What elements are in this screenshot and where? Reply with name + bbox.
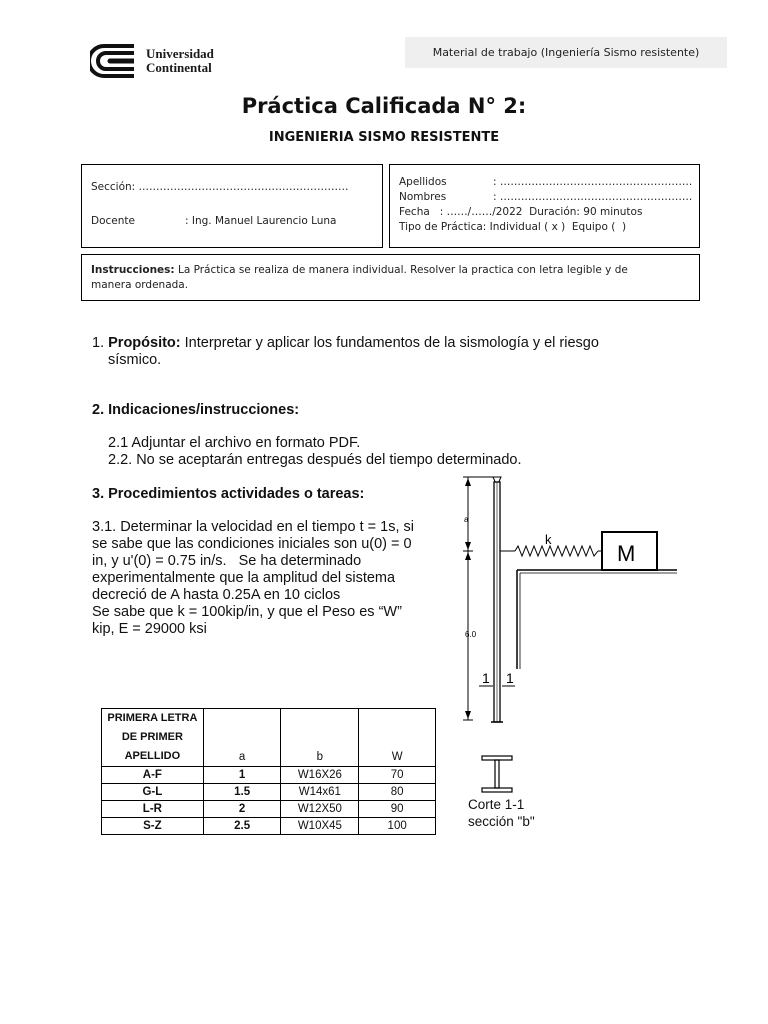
- table-cell: S-Z: [102, 818, 204, 835]
- problem-line-6: Se sabe que k = 100kip/in, y que el Peso es “W”: [92, 604, 402, 620]
- instructions-label: Instrucciones:: [91, 264, 175, 276]
- table-cell: 70: [359, 767, 436, 784]
- table-row: [102, 801, 436, 818]
- problem-line-2: se sabe que las condiciones iniciales son u(0) = 0: [92, 536, 412, 552]
- assignment-table: [101, 708, 436, 835]
- table-cell: W10X45: [281, 818, 359, 835]
- header-first-letter-line1: PRIMERA LETRA: [107, 712, 198, 724]
- table-cell: 1: [203, 767, 281, 784]
- section-mark-left: 1: [482, 670, 490, 686]
- table-cell: 90: [359, 801, 436, 818]
- table-cell: 2.5: [203, 818, 281, 835]
- table-cell: 80: [359, 784, 436, 801]
- header-first-letter-line3: APELLIDO: [124, 750, 181, 762]
- university-name-line1: Universidad: [146, 46, 214, 61]
- university-logo-icon: [90, 43, 140, 79]
- corte-line-2: sección "b": [468, 814, 535, 829]
- header-col-w: [359, 709, 436, 767]
- section-mark-right: 1: [506, 670, 514, 686]
- table-cell: W12X50: [281, 801, 359, 818]
- table-row: [102, 818, 436, 835]
- table-row: [102, 767, 436, 784]
- instructions-line1: La Práctica se realiza de manera individual. Resolver la practica con letra legible y de: [174, 264, 628, 276]
- info-left-box: [81, 164, 383, 248]
- dimension-total-label: 6.0: [465, 630, 477, 639]
- table-header-row: [102, 709, 436, 767]
- spring-label: k: [545, 532, 552, 547]
- header-first-letter: [102, 709, 204, 767]
- fecha-line: Fecha : ……/……/2022 Duración: 90 minutos: [399, 206, 643, 218]
- table-cell: L-R: [102, 801, 204, 818]
- seccion-field: Sección: ……………………………………………………: [91, 181, 349, 193]
- structure-figure: [455, 474, 685, 734]
- header-col-b: [281, 709, 359, 767]
- header-first-letter-line2: DE PRIMER: [121, 731, 183, 743]
- page-title: Práctica Calificada N° 2:: [241, 94, 527, 118]
- purpose-section: [92, 335, 692, 369]
- indications-heading: 2. Indicaciones/instrucciones:: [92, 402, 300, 418]
- instructions-line2: manera ordenada.: [91, 279, 189, 291]
- procedures-heading: 3. Procedimientos actividades o tareas:: [92, 486, 365, 502]
- purpose-label: Propósito:: [108, 335, 181, 351]
- tipo-practica-line: Tipo de Práctica: Individual ( x ) Equipo ( ): [399, 221, 627, 233]
- table-cell: G-L: [102, 784, 204, 801]
- material-note: [405, 37, 727, 68]
- table-cell: A-F: [102, 767, 204, 784]
- indication-item-1: 2.1 Adjuntar el archivo en formato PDF.: [108, 435, 361, 451]
- instructions-text: [91, 263, 691, 293]
- purpose-number: 1.: [92, 335, 105, 351]
- university-name-line2: Continental: [146, 60, 212, 75]
- problem-statement: [92, 519, 440, 638]
- instructions-box: [81, 254, 700, 301]
- purpose-text-2: sísmico.: [108, 352, 162, 368]
- problem-line-1: 3.1. Determinar la velocidad en el tiempo t = 1s, si: [92, 519, 414, 535]
- docente-value: : Ing. Manuel Laurencio Luna: [185, 215, 337, 227]
- apellidos-value: : ……………………………………………….: [493, 176, 693, 188]
- purpose-text-1: Interpretar y aplicar los fundamentos de la sismología y el riesgo: [180, 335, 599, 351]
- university-logo: [90, 43, 230, 79]
- header-col-w-label: W: [391, 751, 403, 763]
- table-cell: 100: [359, 818, 436, 835]
- table-cell: W16X26: [281, 767, 359, 784]
- mass-label: M: [617, 541, 636, 566]
- apellidos-label: Apellidos: [399, 176, 447, 188]
- problem-line-5: decreció de A hasta 0.25A en 10 ciclos: [92, 587, 341, 603]
- corte-label: [468, 796, 535, 830]
- docente-label: Docente: [91, 215, 135, 227]
- header-col-a-label: a: [238, 751, 246, 763]
- header-col-b-label: b: [316, 751, 324, 763]
- problem-line-4: experimentalmente que la amplitud del sistema: [92, 570, 396, 586]
- dimension-a-label: a: [464, 515, 469, 524]
- nombres-value: : ……………………………………………….: [493, 191, 693, 203]
- table-cell: 1.5: [203, 784, 281, 801]
- indication-item-2: 2.2. No se aceptarán entregas después del tiempo determinado.: [108, 452, 522, 468]
- material-note-text: Material de trabajo (Ingeniería Sismo resistente): [432, 46, 700, 59]
- table-cell: 2: [203, 801, 281, 818]
- table-row: [102, 784, 436, 801]
- corte-line-1: Corte 1-1: [468, 797, 525, 812]
- nombres-label: Nombres: [399, 191, 447, 203]
- table-cell: W14x61: [281, 784, 359, 801]
- problem-line-3: in, y u'(0) = 0.75 in/s. Se ha determinado: [92, 553, 362, 569]
- problem-line-7: kip, E = 29000 ksi: [92, 621, 207, 637]
- header-col-a: [203, 709, 281, 767]
- i-beam-section-icon: [480, 754, 514, 794]
- page-subtitle: INGENIERIA SISMO RESISTENTE: [268, 130, 500, 145]
- info-right-box: [389, 164, 700, 248]
